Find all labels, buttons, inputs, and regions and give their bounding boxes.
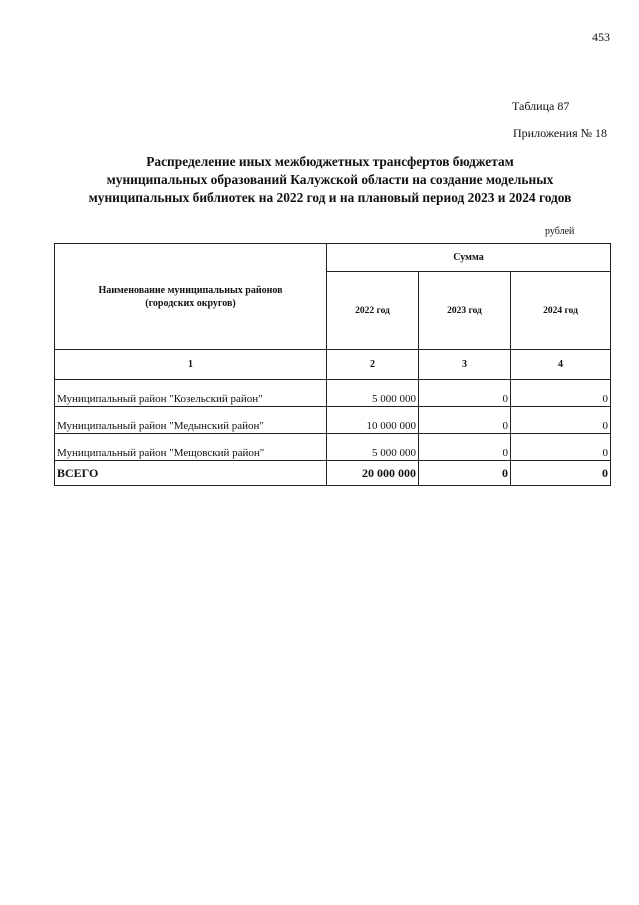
row-value-2023: 0 [419, 407, 511, 434]
row-value-2022: 10 000 000 [327, 407, 419, 434]
transfers-table [54, 243, 611, 486]
total-label: ВСЕГО [55, 461, 327, 486]
name-column-header [55, 244, 327, 350]
name-header-line: Наименование муниципальных районов [98, 284, 283, 296]
title-line: муниципальных библиотек на 2022 год и на плановый период 2023 и 2024 годов [88, 190, 572, 205]
row-value-2022: 5 000 000 [327, 380, 419, 407]
page-number: 453 [592, 30, 610, 44]
total-value-2023: 0 [419, 461, 511, 486]
column-number: 4 [511, 350, 611, 380]
column-number: 1 [55, 350, 327, 380]
sum-header: Сумма [327, 244, 611, 272]
table-row [55, 434, 611, 461]
year-header-2024: 2024 год [511, 272, 611, 350]
total-row [55, 461, 611, 486]
title-line: Распределение иных межбюджетных трансфертов бюджетам [146, 154, 514, 169]
row-name: Муниципальный район "Козельский район" [55, 380, 327, 407]
table-row [55, 407, 611, 434]
year-header-2022: 2022 год [327, 272, 419, 350]
row-value-2022: 5 000 000 [327, 434, 419, 461]
row-value-2024: 0 [511, 407, 611, 434]
table-label: Таблица 87 [512, 99, 570, 113]
appendix-label: Приложения № 18 [513, 126, 608, 140]
name-header-line: (городских округов) [145, 297, 236, 309]
table-row [55, 380, 611, 407]
row-value-2024: 0 [511, 380, 611, 407]
row-name: Муниципальный район "Медынский район" [55, 407, 327, 434]
total-value-2024: 0 [511, 461, 611, 486]
units-label: рублей [545, 226, 575, 237]
column-number: 3 [419, 350, 511, 380]
row-value-2023: 0 [419, 434, 511, 461]
total-value-2022: 20 000 000 [327, 461, 419, 486]
title-line: муниципальных образований Калужской области на создание модельных [106, 172, 554, 187]
row-value-2024: 0 [511, 434, 611, 461]
row-value-2023: 0 [419, 380, 511, 407]
document-title [30, 153, 630, 207]
year-header-2023: 2023 год [419, 272, 511, 350]
row-name: Муниципальный район "Мещовский район" [55, 434, 327, 461]
column-number: 2 [327, 350, 419, 380]
